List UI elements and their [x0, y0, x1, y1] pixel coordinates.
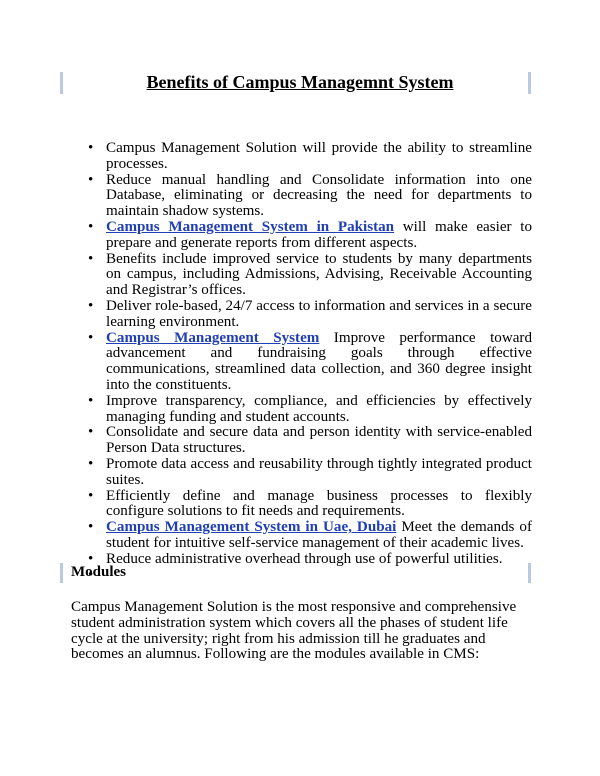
- margin-bar-left-modules: [60, 563, 63, 583]
- item-text: Efficiently define and manage business processes to flexibly configure solutions to fit needs and requirements.: [106, 487, 532, 520]
- list-item: [88, 520, 532, 552]
- modules-heading: Modules: [71, 564, 127, 580]
- list-item: [88, 252, 532, 299]
- item-text: Improve transparency, compliance, and efficiencies by effectively managing funding and student accounts.: [106, 392, 532, 425]
- item-text: Improve performance toward advancement and fundraising goals through effective communications, streamlined data collection, and 360 degree insight into the constituents.: [106, 329, 532, 393]
- item-text: Consolidate and secure data and person identity with service-enabled Person Data structures.: [106, 424, 532, 457]
- page-title: Benefits of Campus Managemnt System: [146, 72, 454, 92]
- item-text: Benefits include improved service to students by many departments on campus, including Admissions, Advising, Receivable Accounting and Registrar’s offices.: [106, 250, 532, 299]
- margin-bar-right-modules: [528, 563, 531, 583]
- item-text: Campus Management Solution will provide the ability to streamline processes.: [106, 140, 532, 172]
- empty-list-item: [88, 568, 532, 584]
- list-item: [88, 173, 532, 220]
- list-item: [88, 394, 532, 426]
- modules-paragraph: Campus Management Solution is the most responsive and comprehensive student administration system which covers all the phases of student life cycle at the university; right from his admission till he graduates and becomes an alumnus. Following are the modules available in CMS:: [71, 599, 517, 663]
- list-item: [88, 457, 532, 489]
- list-item: [88, 425, 532, 457]
- list-item: [88, 552, 532, 568]
- list-item: [88, 220, 532, 252]
- benefits-list: [88, 141, 532, 584]
- list-item: [88, 141, 532, 173]
- item-text: Promote data access and reusability through tightly integrated product suites.: [106, 455, 532, 488]
- campus-uae-dubai-link[interactable]: Campus Management System in Uae, Dubai: [106, 519, 397, 536]
- item-text: Deliver role-based, 24/7 access to information and services in a secure learning environment.: [106, 297, 532, 330]
- list-item: [88, 331, 532, 394]
- item-text: Reduce manual handling and Consolidate information into one Database, eliminating or decreasing the need for departments to maintain shadow systems.: [106, 171, 532, 220]
- item-text: Reduce administrative overhead through use of powerful utilities.: [106, 550, 503, 567]
- item-text: Meet the demands of student for intuitive self-service management of their academic lives.: [106, 519, 532, 551]
- campus-management-link[interactable]: Campus Management System: [106, 329, 320, 346]
- item-text: will make easier to prepare and generate reports from different aspects.: [106, 218, 532, 251]
- list-item: [88, 299, 532, 331]
- list-item: [88, 489, 532, 521]
- campus-pakistan-link[interactable]: Campus Management System in Pakistan: [106, 218, 395, 235]
